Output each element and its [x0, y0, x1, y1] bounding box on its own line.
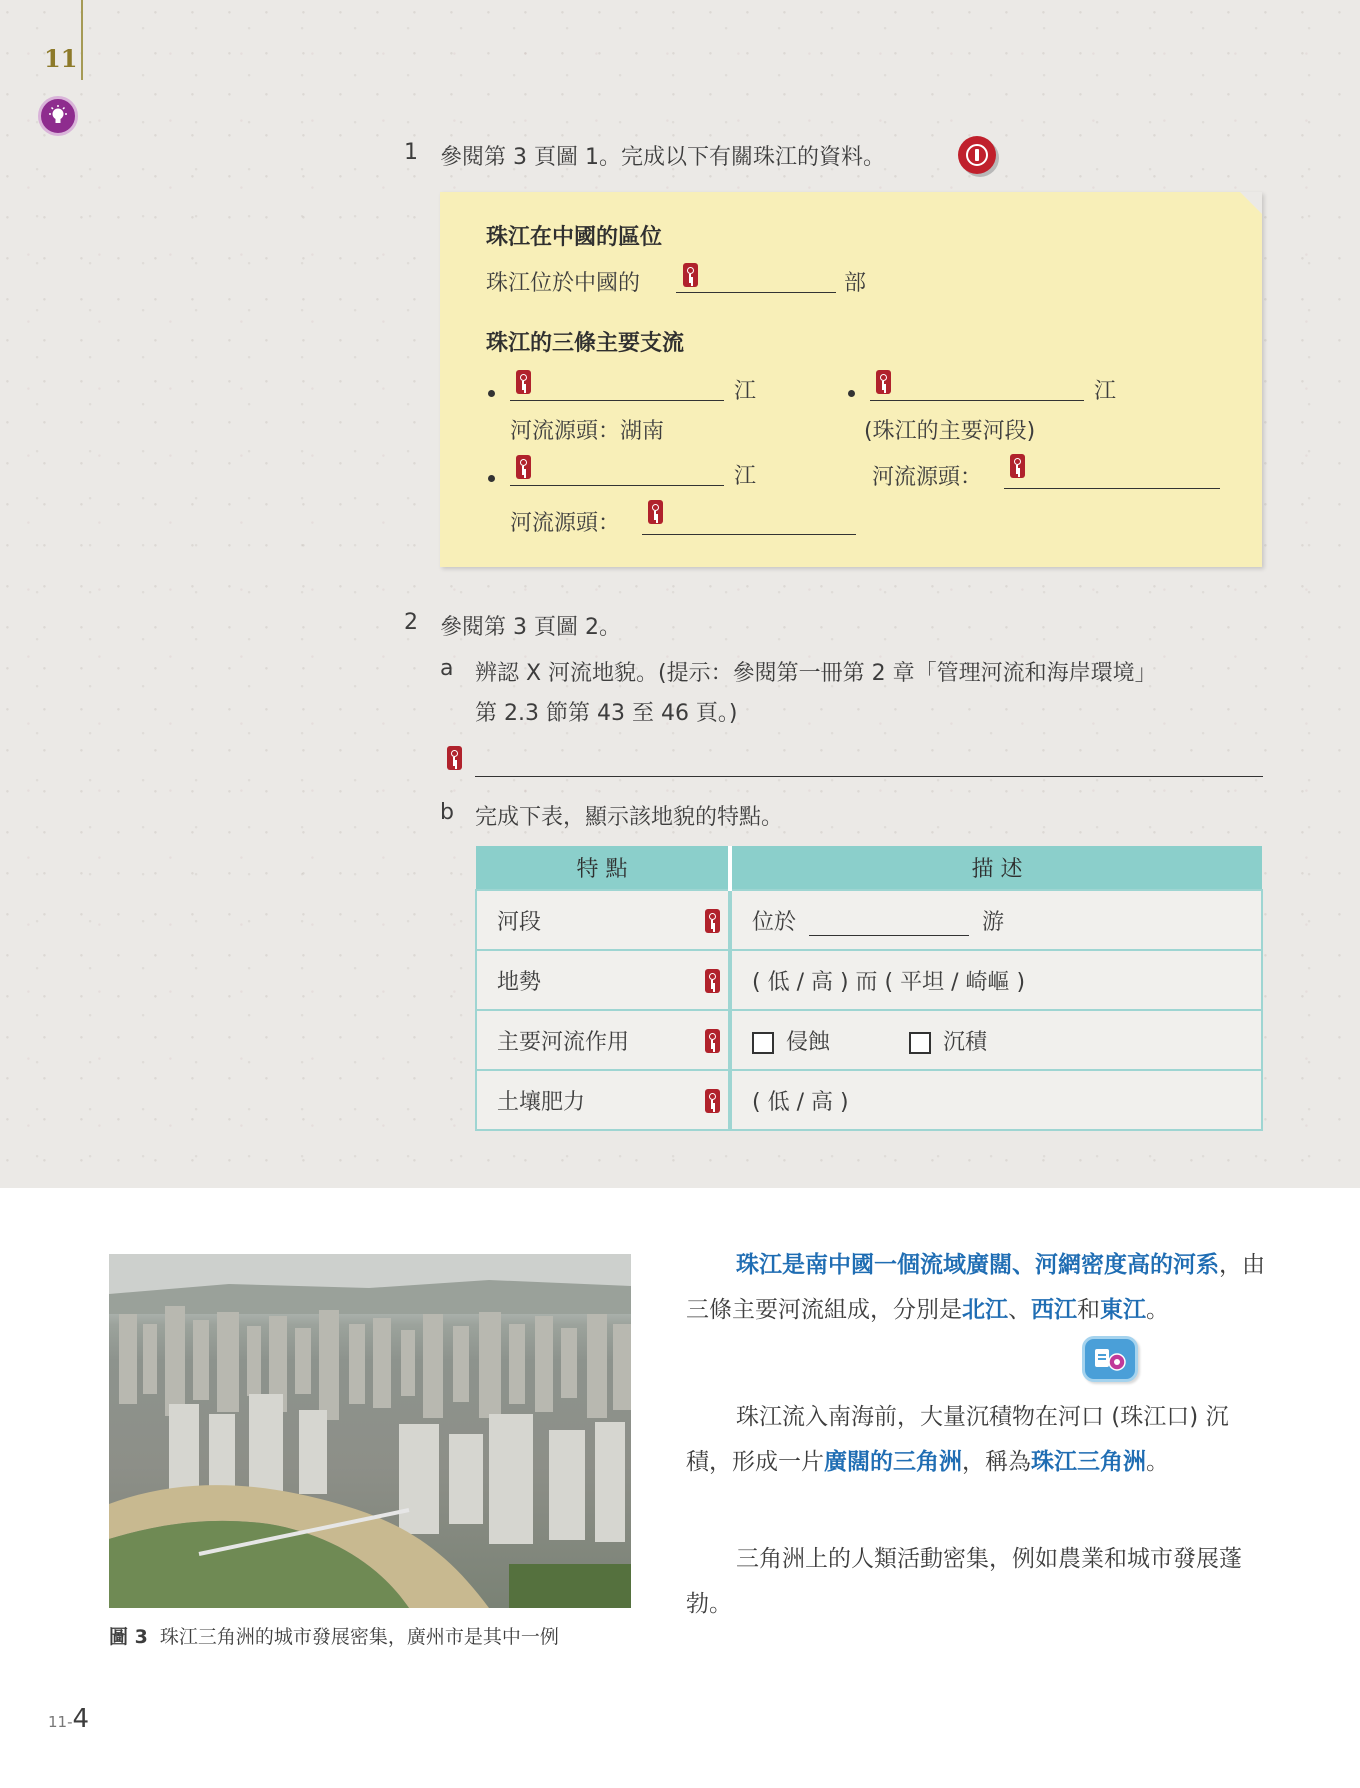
tributary-1-source: 河流源頭：湖南	[510, 419, 665, 444]
description-cell[interactable]: ( 低 / 高 ) 而 ( 平坦 / 崎嶇 )	[730, 950, 1262, 1010]
tributary-2-source-label: 河流源頭：	[510, 511, 621, 536]
answer-key-icon[interactable]	[516, 455, 531, 479]
answer-key-icon[interactable]	[1010, 454, 1025, 478]
table-header-row	[476, 846, 1262, 890]
question-2-number: 2	[404, 610, 418, 635]
tributary-2-suffix: 江	[734, 464, 757, 489]
answer-key-icon[interactable]	[876, 370, 891, 394]
answer-2a-line[interactable]	[475, 776, 1263, 777]
question-2b-text: 完成下表，顯示該地貌的特點。	[475, 805, 784, 830]
question-2a-text-line1: 辨認 X 河流地貌。(提示：參閱第一冊第 2 章「管理河流和海岸環境」	[475, 661, 1157, 686]
table-row	[476, 1070, 1262, 1130]
page-number: 11-4	[48, 1704, 90, 1734]
tributary-1-suffix: 江	[734, 379, 757, 404]
deposition-checkbox[interactable]	[909, 1032, 931, 1054]
note-card	[440, 192, 1262, 567]
answer-key-icon[interactable]	[705, 969, 720, 993]
tributaries-title: 珠江的三條主要支流	[486, 331, 685, 356]
table-row	[476, 1010, 1262, 1070]
feature-cell: 河段	[476, 890, 730, 950]
erosion-label: 侵蝕	[786, 1029, 831, 1055]
question-2-prompt: 參閱第 3 頁圖 2。	[440, 615, 621, 640]
table-row	[476, 950, 1262, 1010]
question-2a-label: a	[440, 656, 454, 681]
figure-caption	[109, 1622, 559, 1649]
deposition-label: 沉積	[943, 1029, 988, 1055]
question-2a-text-line2: 第 2.3 節第 43 至 46 頁。)	[475, 701, 738, 726]
answer-key-icon[interactable]	[516, 370, 531, 394]
guangzhou-city-photo	[109, 1254, 631, 1608]
question-2b-label: b	[440, 800, 454, 825]
feature-cell: 地勢	[476, 950, 730, 1010]
question-1-prompt: 參閱第 3 頁圖 1。完成以下有關珠江的資料。	[440, 145, 885, 170]
bullet	[488, 390, 495, 397]
description-cell	[730, 1010, 1262, 1070]
video-icon[interactable]	[1082, 1336, 1138, 1382]
tributary-3-source-label: 河流源頭：	[872, 465, 983, 490]
chapter-divider	[81, 0, 83, 80]
note-fold	[1240, 192, 1262, 214]
bullet	[848, 390, 855, 397]
header-feature: 特 點	[476, 846, 730, 890]
answer-key-icon[interactable]	[683, 263, 698, 287]
header-description: 描 述	[730, 846, 1262, 890]
answer-key-icon[interactable]	[705, 909, 720, 933]
answer-key-icon[interactable]	[648, 500, 663, 524]
erosion-checkbox[interactable]	[752, 1032, 774, 1054]
tributary-3-note: (珠江的主要河段)	[864, 419, 1036, 444]
location-title: 珠江在中國的區位	[486, 225, 663, 250]
location-prefix: 珠江位於中國的	[486, 271, 641, 296]
chapter-number: 11	[44, 44, 78, 73]
features-table	[475, 846, 1263, 1131]
answer-key-icon[interactable]	[705, 1089, 720, 1113]
description-cell[interactable]: ( 低 / 高 )	[730, 1070, 1262, 1130]
answer-key-icon[interactable]	[447, 746, 462, 770]
lightbulb-icon[interactable]	[38, 96, 78, 136]
feature-cell: 主要河流作用	[476, 1010, 730, 1070]
tributary-1-blank[interactable]	[510, 400, 724, 401]
table-row	[476, 890, 1262, 950]
answer-key-icon[interactable]	[958, 136, 996, 174]
answer-key-icon[interactable]	[705, 1029, 720, 1053]
location-suffix: 部	[844, 271, 867, 296]
bullet	[488, 475, 495, 482]
paragraph-3: 三角洲上的人類活動密集，例如農業和城市發展蓬勃。	[686, 1546, 1242, 1617]
feature-cell: 土壤肥力	[476, 1070, 730, 1130]
figure-caption-text: 珠江三角洲的城市發展密集，廣州市是其中一例	[159, 1626, 559, 1648]
paragraph-2: 珠江流入南海前，大量沉積物在河口 (珠江口) 沉積，形成一片廣闊的三角洲，稱為珠江三角洲。	[686, 1404, 1229, 1475]
tributary-3-source-blank[interactable]	[1004, 488, 1220, 489]
river-section-blank[interactable]	[809, 910, 969, 936]
location-blank[interactable]	[676, 292, 836, 293]
paragraph-1: 珠江是南中國一個流域廣闊、河網密度高的河系，由三條主要河流組成，分別是北江、西江和東江。	[686, 1252, 1265, 1323]
tributary-2-blank[interactable]	[510, 485, 724, 486]
description-cell: 位於 游	[730, 890, 1262, 950]
tributary-2-source-blank[interactable]	[642, 534, 856, 535]
question-1-number: 1	[404, 140, 418, 165]
tributary-3-suffix: 江	[1094, 379, 1117, 404]
figure-label: 圖 3	[109, 1626, 148, 1648]
tributary-3-blank[interactable]	[870, 400, 1084, 401]
